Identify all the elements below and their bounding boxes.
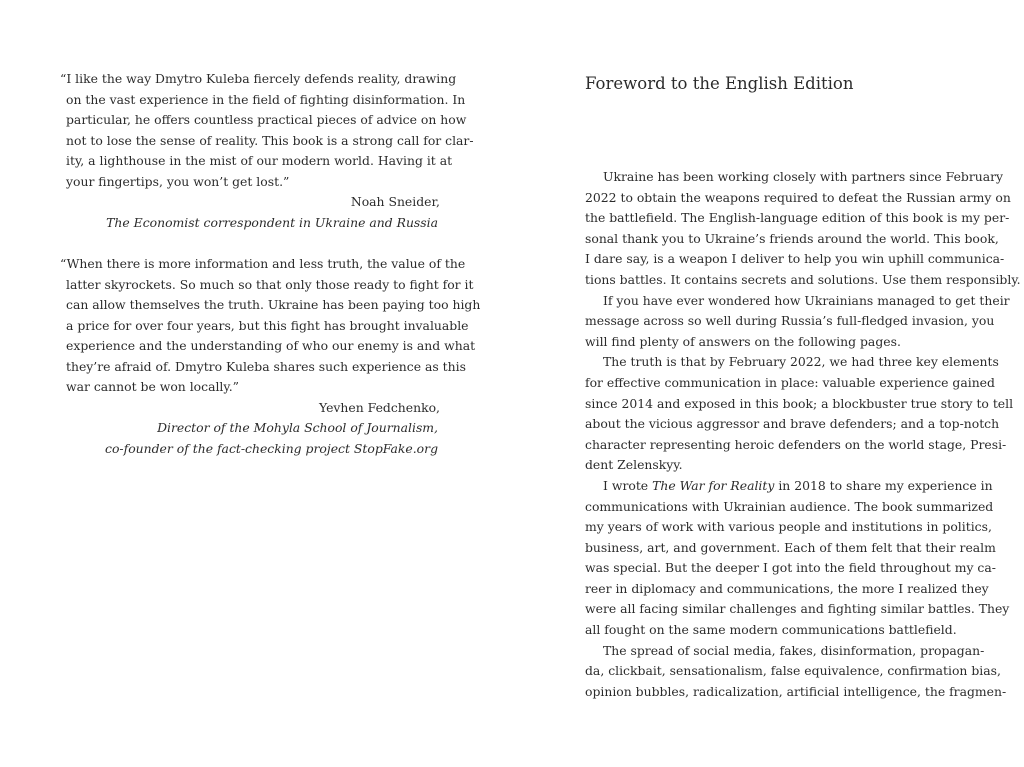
body-line: all fought on the same modern communications battlefield. — [585, 622, 957, 638]
body-line: character representing heroic defenders on the world stage, Presi- — [585, 436, 1007, 452]
quote-line: “I like the way Dmytro Kuleba fiercely defends reality, drawing — [60, 71, 457, 86]
endorsement-quote — [60, 254, 481, 459]
body-line: reer in diplomacy and communications, the more I realized they — [585, 580, 989, 596]
body-line: da, clickbait, sensationalism, false equivalence, confirmation bias, — [585, 663, 1001, 679]
body-line: I dare say, is a weapon I deliver to help you win uphill communica- — [585, 251, 1005, 267]
quote-author: Noah Sneider, — [350, 194, 440, 209]
body-line: were all facing similar challenges and fighting similar battles. They — [585, 601, 1010, 617]
foreword-body — [585, 167, 1021, 702]
body-line: business, art, and government. Each of them felt that their realm — [585, 539, 996, 555]
quote-line: they’re afraid of. Dmytro Kuleba shares such experience as this — [66, 358, 466, 374]
body-text-run: in 2018 to share my experience in — [774, 477, 993, 493]
body-line: sonal thank you to Ukraine’s friends around the world. This book, — [585, 230, 999, 246]
quote-line: a price for over four years, but this fight has brought invaluable — [66, 317, 469, 333]
body-line: tions battles. It contains secrets and solutions. Use them responsibly. — [585, 271, 1021, 287]
body-line — [585, 476, 993, 497]
body-line: The truth is that by February 2022, we had three key elements — [603, 354, 999, 370]
body-line: message across so well during Russia’s full-fledged invasion, you — [585, 313, 995, 329]
quote-author-role: co-founder of the fact-checking project StopFake.org — [105, 440, 438, 456]
body-line: was special. But the deeper I got into the field throughout my ca- — [585, 560, 996, 576]
body-line: dent Zelenskyy. — [585, 457, 683, 473]
body-line: my years of work with various people and institutions in politics, — [585, 519, 992, 535]
quote-line: can allow themselves the truth. Ukraine has been paying too high — [66, 297, 481, 312]
body-line: The spread of social media, fakes, disinformation, propagan- — [603, 642, 985, 658]
quote-line: latter skyrockets. So much so that only those ready to fight for it — [66, 276, 474, 292]
body-line: about the vicious aggressor and brave defenders; and a top-notch — [585, 416, 1000, 432]
quote-line: on the vast experience in the field of fighting disinformation. In — [66, 91, 466, 107]
quote-line: war cannot be won locally.” — [66, 379, 240, 394]
body-text-run: I wrote — [603, 477, 653, 493]
body-line: opinion bubbles, radicalization, artificial intelligence, the fragmen- — [585, 683, 1007, 699]
quote-author-role: Director of the Mohyla School of Journalism, — [157, 420, 438, 435]
quote-line: your fingertips, you won’t get lost.” — [66, 173, 290, 189]
body-line: since 2014 and exposed in this book; a blockbuster true story to tell — [585, 395, 1014, 411]
quote-author: Yevhen Fedchenko, — [319, 399, 440, 415]
chapter-heading: Foreword to the English Edition — [585, 74, 854, 93]
quote-author-role: The Economist correspondent in Ukraine and Russia — [106, 214, 438, 230]
endorsement-quote — [60, 69, 474, 233]
book-title: The War for Reality — [652, 477, 775, 493]
body-line: 2022 to obtain the weapons required to defeat the Russian army on — [585, 189, 1011, 205]
quote-line: not to lose the sense of reality. This book is a strong call for clar- — [66, 132, 474, 148]
body-line: Ukraine has been working closely with partners since February — [603, 169, 1004, 184]
right-page — [512, 0, 1024, 767]
body-line: will find plenty of answers on the following pages. — [585, 333, 901, 349]
body-line: If you have ever wondered how Ukrainians managed to get their — [603, 292, 1010, 308]
quote-line: ity, a lighthouse in the mist of our modern world. Having it at — [66, 153, 453, 168]
body-line: the battlefield. The English-language edition of this book is my per- — [585, 210, 1010, 226]
quote-line: “When there is more information and less truth, the value of the — [60, 256, 466, 271]
quote-line: experience and the understanding of who our enemy is and what — [66, 338, 476, 353]
quote-line: particular, he offers countless practical pieces of advice on how — [66, 112, 467, 127]
body-line: communications with Ukrainian audience. The book summarized — [585, 498, 994, 514]
body-line: for effective communication in place: valuable experience gained — [585, 374, 995, 390]
